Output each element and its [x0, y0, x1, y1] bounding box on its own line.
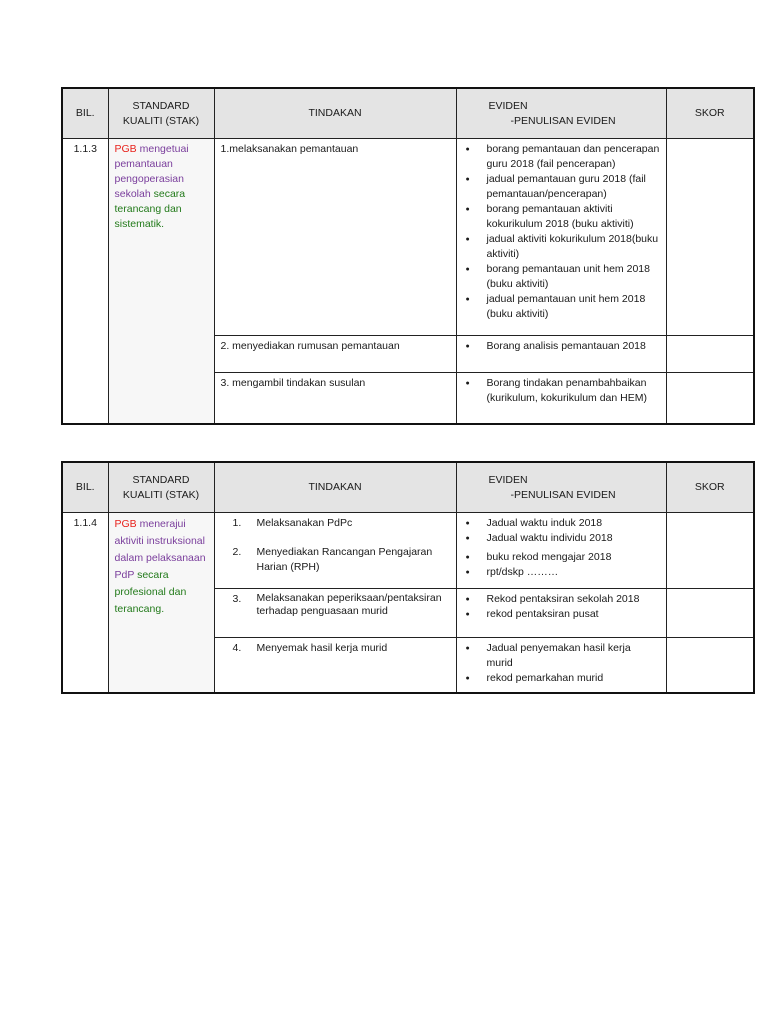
eviden-item: ● Jadual waktu individu 2018 — [463, 531, 660, 546]
tindakan-number: 1. — [232, 517, 242, 529]
table-row — [62, 139, 754, 336]
header-eviden — [456, 462, 666, 513]
eviden-item: ● borang pemantauan dan pencerapan guru 2018 (fail pencerapan) — [463, 142, 660, 172]
standard-cell — [108, 513, 214, 693]
standard-text-green: secara profesional dan terancang. — [114, 569, 187, 615]
tindakan-item — [221, 545, 450, 575]
standard-text-purple: menerajui aktiviti instruksional dalam pelaksanaan PdP — [114, 518, 206, 581]
header-eviden-line1: EVIDEN — [488, 473, 528, 486]
header-eviden — [456, 88, 666, 139]
skor-cell — [666, 589, 754, 638]
header-bil-text: BIL. — [75, 107, 95, 119]
header-standard — [108, 462, 214, 513]
header-eviden-line1: EVIDEN — [488, 99, 528, 112]
stak-table-1 — [61, 87, 755, 425]
bil-cell: 1.1.3 — [62, 139, 108, 424]
eviden-cell — [456, 373, 666, 424]
header-bil — [62, 88, 108, 139]
header-standard-line1: STANDARD — [132, 473, 190, 486]
header-eviden-line2: -PENULISAN EVIDEN — [510, 488, 616, 501]
header-standard-line2: KUALITI (STAK) — [122, 488, 200, 501]
tindakan-cell: 1.melaksanakan pemantauan — [214, 139, 456, 336]
eviden-cell — [456, 139, 666, 336]
tindakan-item — [221, 641, 450, 656]
eviden-item: ● Jadual penyemakan hasil kerja murid — [463, 641, 660, 671]
eviden-cell — [456, 589, 666, 638]
eviden-item: ● rekod pentaksiran pusat — [463, 607, 660, 622]
tindakan-number: 4. — [232, 642, 242, 654]
standard-word-red: PGB — [114, 518, 137, 530]
header-tindakan — [214, 88, 456, 139]
tindakan-text: Melaksanakan peperiksaan/pentaksiran terhadap penguasaan murid — [256, 592, 442, 617]
eviden-item: ● rekod pemarkahan murid — [463, 671, 660, 686]
tindakan-item — [221, 516, 450, 531]
eviden-cell — [456, 336, 666, 373]
header-standard-line1: STANDARD — [132, 99, 190, 112]
header-skor — [666, 462, 754, 513]
eviden-cell — [456, 513, 666, 589]
tindakan-text: Menyemak hasil kerja murid — [256, 642, 388, 654]
header-skor-text: SKOR — [694, 107, 725, 119]
skor-cell — [666, 139, 754, 336]
tindakan-cell — [214, 638, 456, 693]
tindakan-cell — [214, 513, 456, 589]
bil-cell: 1.1.4 — [62, 513, 108, 693]
eviden-item: ● borang pemantauan aktiviti kokurikulum 2018 (buku aktiviti) — [463, 202, 660, 232]
standard-text-purple: mengetuai pemantauan pengoperasian sekolah — [114, 143, 189, 200]
tindakan-cell: 2. menyediakan rumusan pemantauan — [214, 336, 456, 373]
skor-cell — [666, 513, 754, 589]
tindakan-number: 2. — [232, 546, 242, 558]
tindakan-cell: 3. mengambil tindakan susulan — [214, 373, 456, 424]
header-bil-text: BIL. — [75, 481, 95, 493]
eviden-item: ● Borang tindakan penambahbaikan (kurikulum, kokurikulum dan HEM) — [463, 376, 660, 406]
skor-cell — [666, 638, 754, 693]
tindakan-cell — [214, 589, 456, 638]
header-standard-line2: KUALITI (STAK) — [122, 114, 200, 127]
tindakan-text: Menyediakan Rancangan Pengajaran Harian (RPH) — [256, 546, 433, 573]
header-standard — [108, 88, 214, 139]
tindakan-text: Melaksanakan PdPc — [256, 517, 353, 529]
eviden-item: ● jadual pemantauan guru 2018 (fail pemantauan/pencerapan) — [463, 172, 660, 202]
standard-word-red: PGB — [114, 143, 137, 155]
standard-text-green: secara terancang dan sistematik. — [114, 188, 186, 230]
skor-cell — [666, 336, 754, 373]
header-tindakan-text: TINDAKAN — [308, 107, 362, 119]
eviden-item: ● borang pemantauan unit hem 2018 (buku aktiviti) — [463, 262, 660, 292]
eviden-item: ● jadual pemantauan unit hem 2018 (buku aktiviti) — [463, 292, 660, 322]
standard-cell — [108, 139, 214, 424]
header-eviden-line2: -PENULISAN EVIDEN — [510, 114, 616, 127]
table-row — [62, 513, 754, 589]
eviden-item: ● jadual aktiviti kokurikulum 2018(buku aktiviti) — [463, 232, 660, 262]
header-tindakan — [214, 462, 456, 513]
header-row — [62, 462, 754, 513]
tindakan-item — [221, 592, 450, 618]
eviden-item: ● Jadual waktu induk 2018 — [463, 516, 660, 531]
eviden-cell — [456, 638, 666, 693]
eviden-item: ● rpt/dskp ……… — [463, 565, 660, 580]
header-skor-text: SKOR — [694, 481, 725, 493]
eviden-item: ● Rekod pentaksiran sekolah 2018 — [463, 592, 660, 607]
eviden-item: ● buku rekod mengajar 2018 — [463, 550, 660, 565]
header-bil — [62, 462, 108, 513]
tindakan-number: 3. — [232, 593, 242, 605]
stak-table-2 — [61, 461, 755, 694]
header-row — [62, 88, 754, 139]
header-skor — [666, 88, 754, 139]
header-tindakan-text: TINDAKAN — [308, 481, 362, 493]
eviden-item: ● Borang analisis pemantauan 2018 — [463, 339, 660, 354]
skor-cell — [666, 373, 754, 424]
